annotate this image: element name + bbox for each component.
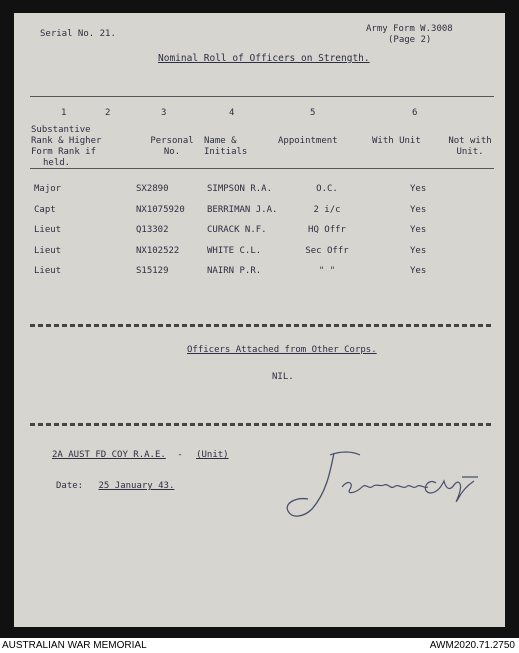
form-number: Army Form W.3008 (366, 24, 453, 34)
column-number: 2 (105, 108, 111, 118)
row-personal-no: SX2890 (136, 184, 169, 194)
row-with-unit: Yes (410, 266, 427, 276)
row-with-unit: Yes (410, 184, 427, 194)
row-name: CURACK N.F. (207, 225, 267, 235)
footer-source: AUSTRALIAN WAR MEMORIAL (2, 640, 147, 651)
row-personal-no: Q13302 (136, 225, 169, 235)
row-name: BERRIMAN J.A. (207, 205, 278, 215)
table-top-rule (30, 96, 494, 97)
row-with-unit: Yes (410, 205, 427, 215)
row-name: NAIRN P.R. (207, 266, 262, 276)
signature (282, 443, 482, 523)
column-number: 6 (412, 108, 418, 118)
unit-line (52, 450, 229, 461)
footer-reference: AWM2020.71.2750 (429, 640, 515, 651)
column-number: 5 (310, 108, 316, 118)
header-personal-no: Personal No. (150, 136, 194, 157)
row-name: SIMPSON R.A. (207, 184, 273, 194)
row-personal-no: NX1075920 (136, 205, 185, 215)
archive-footer (0, 638, 519, 653)
row-with-unit: Yes (410, 225, 427, 235)
date-value: 25 January 43. (98, 481, 175, 491)
column-number: 1 (61, 108, 67, 118)
section-divider (30, 423, 494, 426)
unit-dash: - (177, 450, 183, 460)
row-personal-no: S15129 (136, 266, 169, 276)
row-rank: Capt (34, 205, 56, 215)
serial-number: Serial No. 21. (40, 29, 116, 39)
row-rank: Lieut (34, 266, 62, 276)
page-number: (Page 2) (388, 35, 432, 45)
document-page (14, 13, 505, 627)
column-number: 3 (161, 108, 167, 118)
header-rank: Substantive Rank & Higher Form Rank if held. (31, 125, 102, 168)
row-appointment: HQ Offr (308, 225, 346, 235)
row-appointment: 2 i/c (313, 205, 341, 215)
header-name: Name & Initials (204, 136, 248, 157)
row-rank: Lieut (34, 246, 62, 256)
column-number: 4 (229, 108, 235, 118)
unit-name: 2A AUST FD COY R.A.E. (52, 450, 166, 460)
row-appointment: Sec Offr (305, 246, 349, 256)
document-title: Nominal Roll of Officers on Strength. (158, 53, 370, 64)
section-divider (30, 324, 494, 327)
row-rank: Lieut (34, 225, 62, 235)
unit-label: (Unit) (196, 450, 229, 460)
header-appointment: Appointment (278, 136, 338, 146)
attached-title: Officers Attached from Other Corps. (187, 345, 377, 355)
date-label: Date: (56, 481, 84, 491)
row-personal-no: NX102522 (136, 246, 180, 256)
header-with-unit: With Unit (372, 136, 421, 146)
date-line (56, 481, 174, 492)
header-not-with-unit: Not with Unit. (448, 136, 492, 157)
row-appointment: " " (318, 266, 336, 276)
row-name: WHITE C.L. (207, 246, 262, 256)
row-rank: Major (34, 184, 62, 194)
row-appointment: O.C. (316, 184, 338, 194)
header-rule (30, 168, 494, 169)
attached-value: NIL. (272, 372, 294, 382)
row-with-unit: Yes (410, 246, 427, 256)
